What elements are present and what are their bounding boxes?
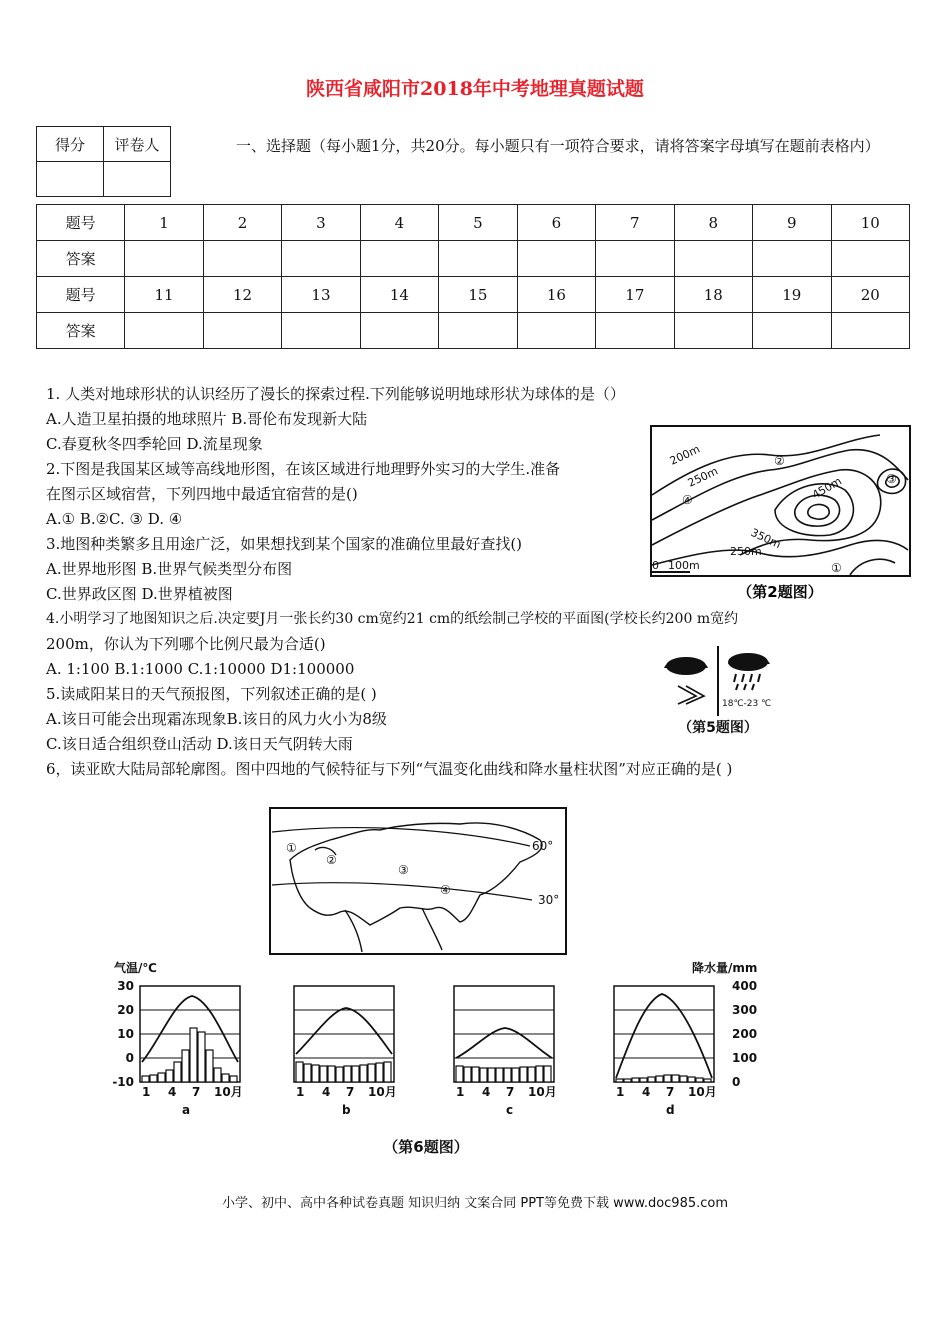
lat-60-label: 60° bbox=[532, 839, 554, 853]
x-tick: 10月 bbox=[688, 1085, 717, 1099]
contour-label-350: 350m bbox=[748, 525, 783, 552]
panel-label-c: c bbox=[506, 1103, 514, 1117]
qno-cell: 10 bbox=[831, 205, 910, 241]
qno-cell: 16 bbox=[517, 277, 595, 313]
qno-cell: 1 bbox=[125, 205, 203, 241]
answer-cell[interactable] bbox=[674, 241, 752, 277]
qno-cell: 2 bbox=[203, 205, 281, 241]
x-tick: 10月 bbox=[528, 1085, 557, 1099]
map-point-1: ① bbox=[286, 841, 297, 855]
qno-cell: 18 bbox=[674, 277, 752, 313]
row-label: 答案 bbox=[37, 241, 125, 277]
heavy-rain-icon bbox=[728, 653, 770, 690]
answer-table bbox=[36, 204, 910, 349]
map-point-3: ③ bbox=[398, 863, 409, 877]
answer-cell[interactable] bbox=[753, 313, 831, 349]
y-right-tick: 0 bbox=[732, 1075, 741, 1089]
climate-chart-c bbox=[454, 986, 557, 1117]
qno-cell: 12 bbox=[203, 277, 281, 313]
contour-label-200: 200m bbox=[667, 442, 703, 468]
lat-30-label: 30° bbox=[538, 893, 560, 907]
panel-label-b: b bbox=[342, 1103, 351, 1117]
qno-cell: 11 bbox=[125, 277, 203, 313]
map-point-2: ② bbox=[326, 853, 337, 867]
answer-cell[interactable] bbox=[831, 241, 910, 277]
row-label: 答案 bbox=[37, 313, 125, 349]
x-tick: 10月 bbox=[214, 1085, 243, 1099]
point-1: ① bbox=[831, 561, 842, 575]
answer-cell[interactable] bbox=[517, 241, 595, 277]
question-2-line1: 2.下图是我国某区域等高线地形图，在该区域进行地理野外实习的大学生.准备 bbox=[46, 460, 561, 478]
qno-cell: 4 bbox=[360, 205, 438, 241]
qno-cell: 5 bbox=[439, 205, 517, 241]
scale-zero: 0 bbox=[652, 559, 659, 572]
y-left-tick: 30 bbox=[117, 979, 134, 993]
question-5: 5.读咸阳某日的天气预报图，下列叙述正确的是( ) bbox=[46, 685, 377, 703]
temperature-range: 18℃-23 ℃ bbox=[722, 699, 772, 709]
x-tick: 7 bbox=[666, 1085, 675, 1099]
grader-cell[interactable] bbox=[104, 162, 171, 197]
qno-cell: 3 bbox=[282, 205, 360, 241]
score-box bbox=[36, 126, 171, 197]
answer-cell[interactable] bbox=[831, 313, 910, 349]
qno-cell: 9 bbox=[753, 205, 831, 241]
climate-chart-d bbox=[614, 986, 717, 1117]
qno-cell: 20 bbox=[831, 277, 910, 313]
answer-cell[interactable] bbox=[360, 241, 438, 277]
fig6-caption: （第6题图） bbox=[383, 1138, 469, 1156]
x-tick: 1 bbox=[616, 1085, 625, 1099]
answer-cell[interactable] bbox=[282, 313, 360, 349]
fig2-caption: （第2题图） bbox=[737, 583, 823, 601]
section-instructions: 一、选择题（每小题1分，共20分。每小题只有一项符合要求，请将答案字母填写在题前表格内） bbox=[236, 137, 880, 155]
answer-cell[interactable] bbox=[517, 313, 595, 349]
qno-cell: 19 bbox=[753, 277, 831, 313]
overcast-cloud-icon bbox=[664, 657, 708, 675]
panel-label-a: a bbox=[182, 1103, 191, 1117]
question-4-line2: 200m，你认为下列哪个比例尺最为合适() bbox=[46, 635, 326, 653]
wind-icon bbox=[678, 686, 704, 704]
answer-cell[interactable] bbox=[596, 241, 674, 277]
answer-cell[interactable] bbox=[439, 241, 517, 277]
scale-label: 100m bbox=[668, 559, 700, 572]
question-2-options: A.① B.②C. ③ D. ④ bbox=[46, 510, 183, 528]
question-1-options-cd: C.春夏秋冬四季轮回 D.流星现象 bbox=[46, 435, 263, 453]
x-tick: 10月 bbox=[368, 1085, 397, 1099]
contour-label-250a: 250m bbox=[685, 464, 721, 490]
answer-cell[interactable] bbox=[125, 241, 203, 277]
question-5-options-ab: A.该日可能会出现霜冻现象B.该日的风力火小为8级 bbox=[46, 710, 387, 728]
answer-cell[interactable] bbox=[203, 313, 281, 349]
qno-cell: 6 bbox=[517, 205, 595, 241]
y-right-tick: 400 bbox=[732, 979, 758, 993]
question-3-options-ab: A.世界地形图 B.世界气候类型分布图 bbox=[46, 560, 293, 578]
weather-forecast bbox=[658, 644, 788, 740]
x-tick: 7 bbox=[346, 1085, 355, 1099]
question-1: 1. 人类对地球形状的认识经历了漫长的探索过程.下列能够说明地球形状为球体的是（） bbox=[46, 385, 625, 403]
x-tick: 4 bbox=[642, 1085, 651, 1099]
qno-cell: 8 bbox=[674, 205, 752, 241]
y-right-tick: 300 bbox=[732, 1003, 758, 1017]
y-left-tick: 0 bbox=[125, 1051, 134, 1065]
qno-cell: 14 bbox=[360, 277, 438, 313]
question-4-line1: 4.小明学习了地图知识之后.决定要J月一张长约30 cm宽约21 cm的纸绘制己学校的平面图(学校长约200 m宽约 bbox=[46, 611, 739, 627]
answer-cell[interactable] bbox=[674, 313, 752, 349]
fig5-caption: （第5题图） bbox=[678, 720, 758, 736]
y-right-label: 降水量/mm bbox=[692, 961, 758, 975]
figure-6 bbox=[100, 800, 820, 1160]
answer-cell[interactable] bbox=[439, 313, 517, 349]
question-1-options-ab: A.人造卫星拍摄的地球照片 B.哥伦布发现新大陆 bbox=[46, 410, 368, 428]
question-2-line2: 在图示区域宿营，下列四地中最适宜宿营的是() bbox=[46, 485, 358, 503]
page-footer: 小学、初中、高中各种试卷真题 知识归纳 文案合同 PPT等免费下载 www.doc985.com bbox=[221, 1196, 729, 1211]
question-5-options-cd: C.该日适合组织登山活动 D.该日天气阴转大雨 bbox=[46, 735, 353, 753]
x-tick: 7 bbox=[506, 1085, 515, 1099]
x-tick: 1 bbox=[456, 1085, 465, 1099]
contour-label-450: 450m bbox=[810, 474, 844, 502]
x-tick: 4 bbox=[322, 1085, 331, 1099]
contour-label-250b: 250m bbox=[730, 545, 762, 558]
qno-cell: 7 bbox=[596, 205, 674, 241]
climate-chart-b bbox=[294, 986, 397, 1117]
point-4: ④ bbox=[682, 493, 693, 507]
x-tick: 1 bbox=[142, 1085, 151, 1099]
grader-header: 评卷人 bbox=[104, 127, 171, 162]
question-3: 3.地图种类繁多且用途广泛，如果想找到某个国家的准确位里最好查找() bbox=[46, 535, 523, 553]
answer-cell[interactable] bbox=[596, 313, 674, 349]
answer-cell[interactable] bbox=[360, 313, 438, 349]
qno-cell: 17 bbox=[596, 277, 674, 313]
y-left-tick: 10 bbox=[117, 1027, 134, 1041]
answer-cell[interactable] bbox=[203, 241, 281, 277]
climate-chart-a bbox=[140, 986, 243, 1117]
x-tick: 4 bbox=[482, 1085, 491, 1099]
x-tick: 7 bbox=[192, 1085, 201, 1099]
page-title: 陕西省咸阳市2018年中考地理真题试题 bbox=[306, 78, 644, 100]
panel-label-d: d bbox=[666, 1103, 675, 1117]
y-right-tick: 200 bbox=[732, 1027, 758, 1041]
qno-cell: 15 bbox=[439, 277, 517, 313]
row-label: 题号 bbox=[37, 277, 125, 313]
question-3-options-cd: C.世界政区图 D.世界植被图 bbox=[46, 585, 233, 603]
answer-cell[interactable] bbox=[282, 241, 360, 277]
point-3: ③ bbox=[886, 472, 897, 486]
y-left-tick: 20 bbox=[117, 1003, 134, 1017]
score-header: 得分 bbox=[37, 127, 104, 162]
point-2: ② bbox=[774, 454, 785, 468]
answer-cell[interactable] bbox=[125, 313, 203, 349]
y-left-tick: -10 bbox=[112, 1075, 134, 1089]
map-point-4: ④ bbox=[440, 883, 451, 897]
row-label: 题号 bbox=[37, 205, 125, 241]
x-tick: 4 bbox=[168, 1085, 177, 1099]
qno-cell: 13 bbox=[282, 277, 360, 313]
y-right-tick: 100 bbox=[732, 1051, 758, 1065]
x-tick: 1 bbox=[296, 1085, 305, 1099]
question-4-options: A. 1:100 B.1:1000 C.1:10000 D1:100000 bbox=[46, 660, 355, 678]
contour-map bbox=[650, 425, 912, 605]
answer-cell[interactable] bbox=[753, 241, 831, 277]
score-cell[interactable] bbox=[37, 162, 104, 197]
question-6: 6，读亚欧大陆局部轮廓图。图中四地的气候特征与下列“气温变化曲线和降水量柱状图”对应正确的是( ) bbox=[46, 760, 733, 778]
y-left-label: 气温/℃ bbox=[114, 961, 157, 975]
